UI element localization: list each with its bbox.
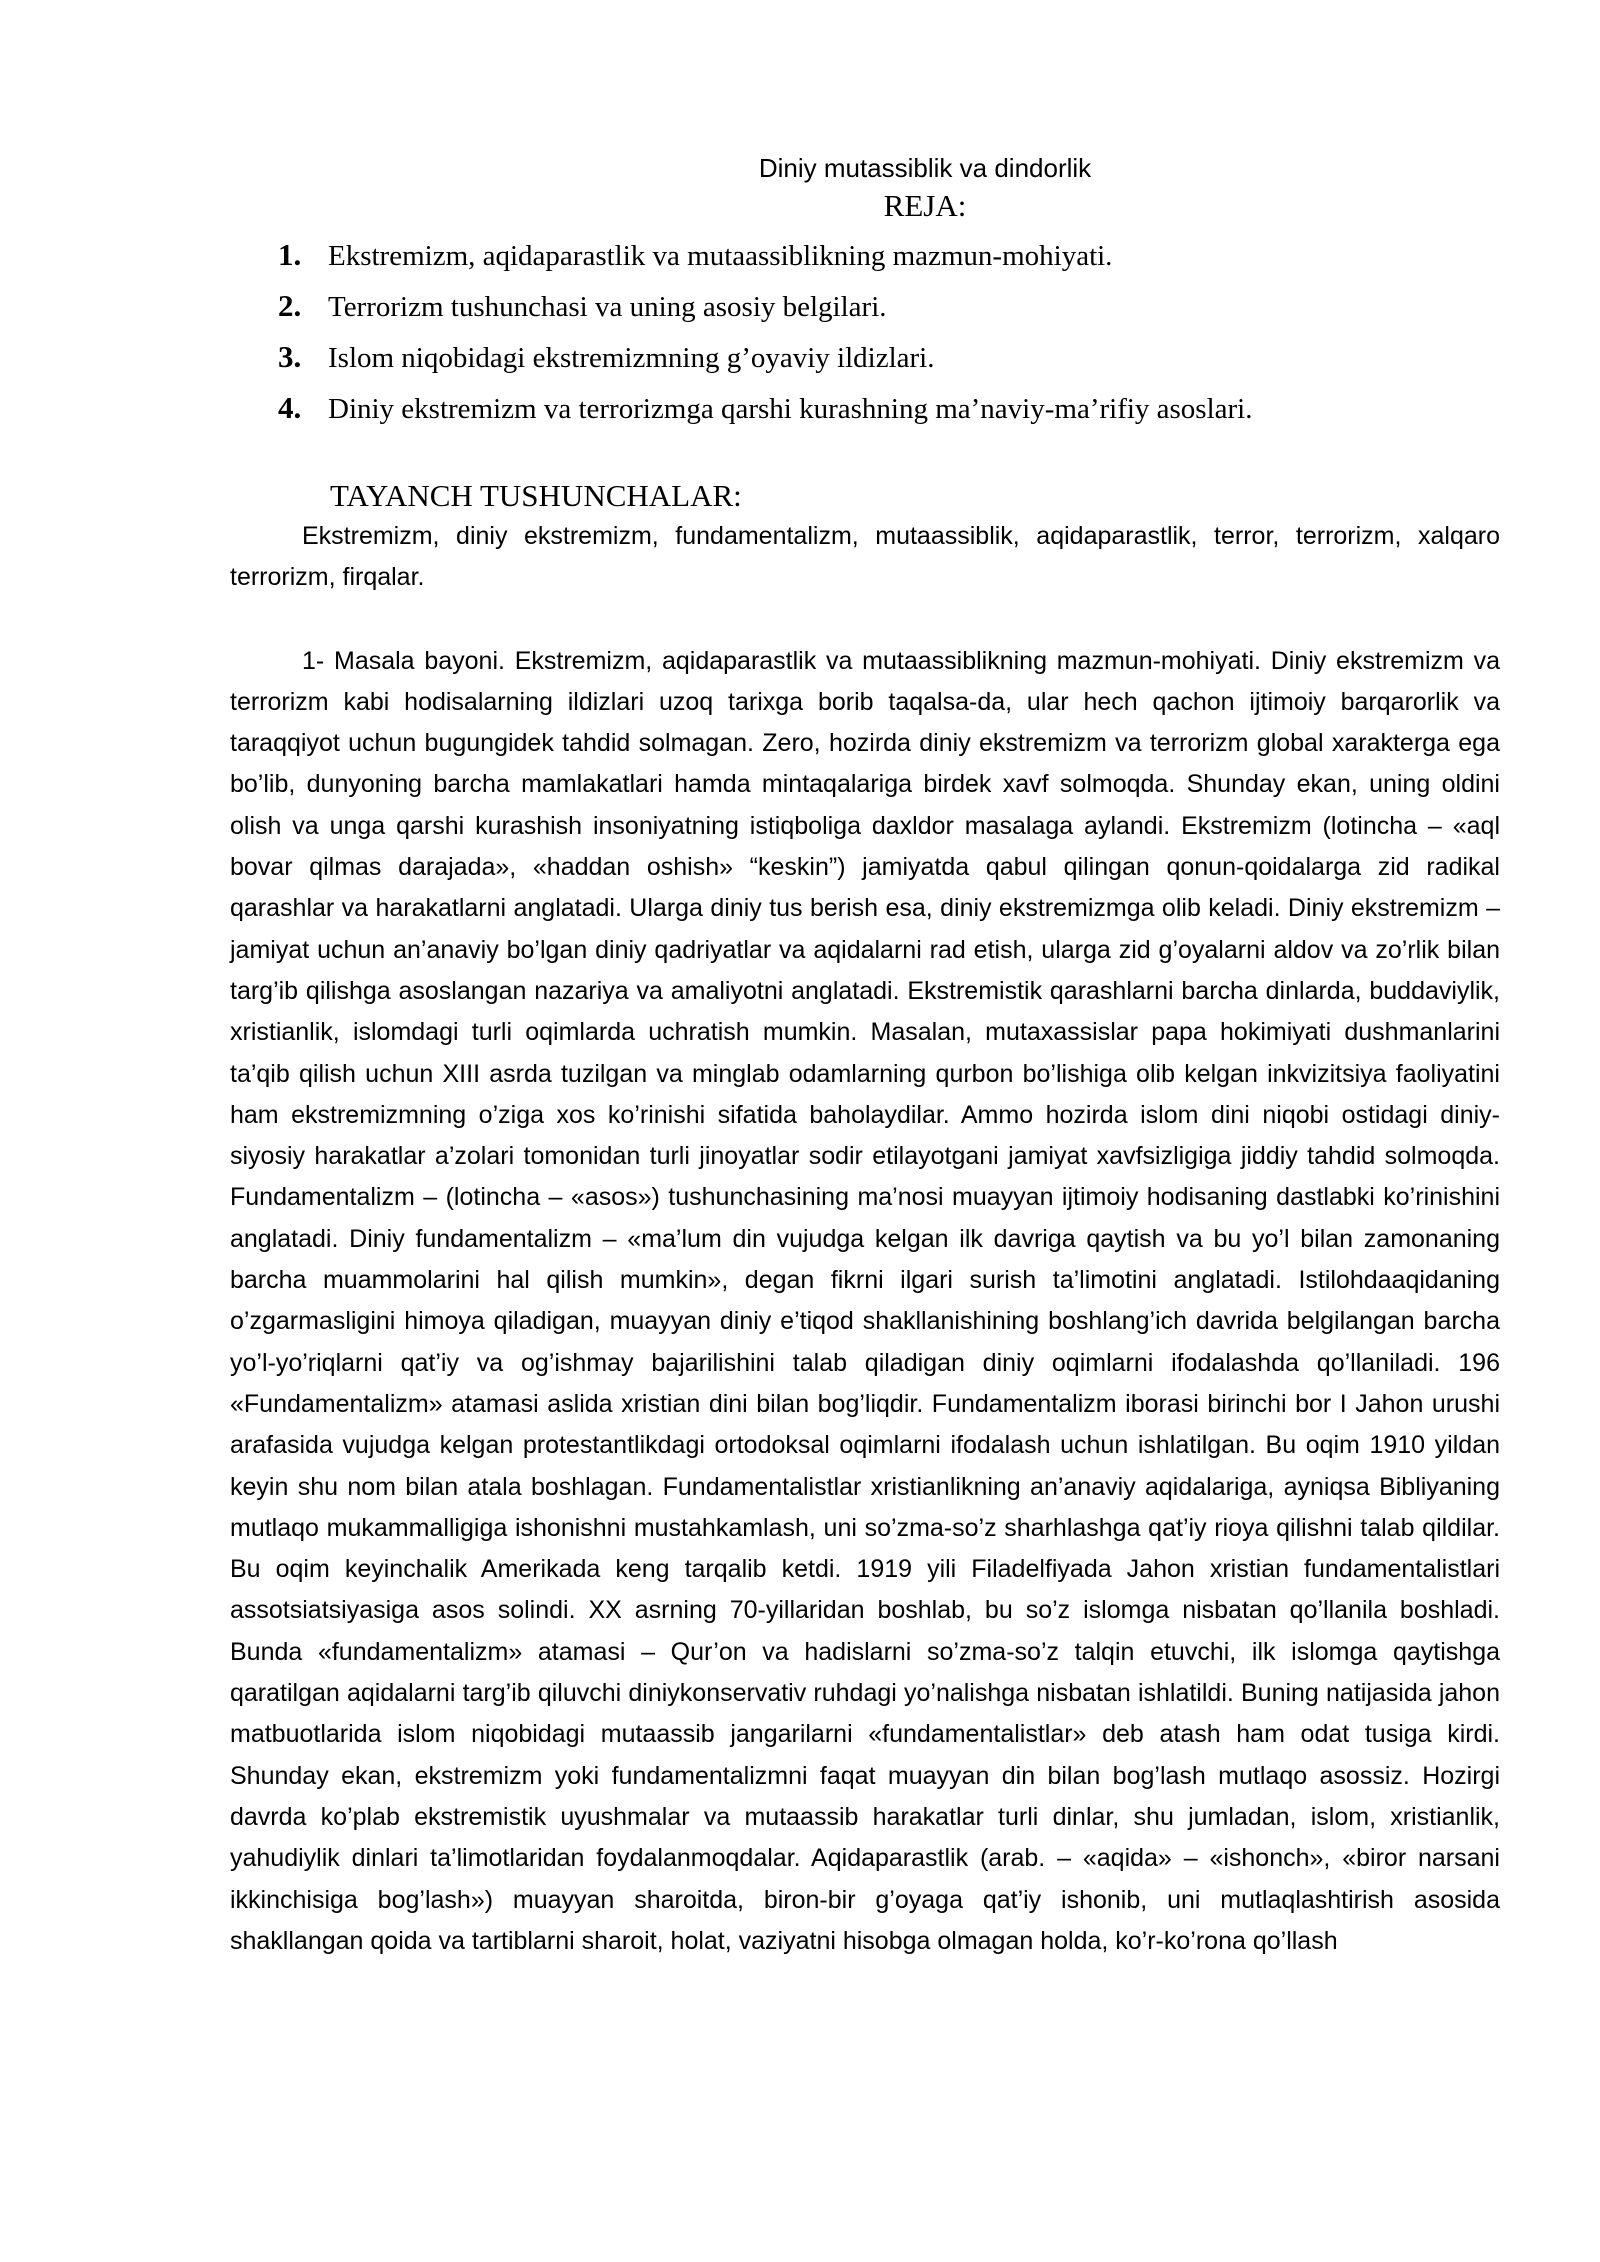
plan-item-number: 2.: [278, 288, 302, 323]
plan-item: [230, 383, 1500, 434]
key-terms-paragraph: Ekstremizm, diniy ekstremizm, fundamentalizm, mutaassiblik, aqidaparastlik, terror, terrorizm, xalqaro terrorizm, firqalar.: [230, 522, 1500, 592]
plan-list: [230, 230, 1500, 434]
plan-item-text: Islom niqobidagi ekstremizmning g’oyaviy ildizlari.: [328, 342, 935, 374]
document-title: Diniy mutassiblik va dindorlik: [758, 153, 1092, 183]
plan-item-text: Terrorizm tushunchasi va uning asosiy belgilari.: [328, 291, 887, 323]
document-page: [230, 150, 1500, 1962]
plan-item-number: 3.: [278, 339, 302, 374]
plan-item-text: Diniy ekstremizm va terrorizmga qarshi kurashning ma’naviy-ma’rifiy asoslari.: [328, 393, 1253, 425]
plan-item-number: 4.: [278, 390, 302, 425]
section-1-paragraph: 1- Masala bayoni. Ekstremizm, aqidaparastlik va mutaassiblikning mazmun-mohiyati. Diniy ekstremizm va terrorizm kabi hodisalarning ildizlari uzoq tarixga borib taqalsa-da, ular hech qachon ijtimoiy barqarorlik va taraqqiyot uchun bugungidek tahdid solmagan. Zero, hozirda diniy ekstremizm va terrorizm global xarakterga ega bo’lib, dunyoning barcha mamlakatlari hamda mintaqalariga birdek xavf solmoqda. Shunday ekan, uning oldini olish va unga qarshi kurashish insoniyatning istiqboliga daxldor masalaga aylandi. Ekstremizm (lotincha – «aql bovar qilmas darajada», «haddan oshish» “keskin”) jamiyatda qabul qilingan qonun-qoidalarga zid radikal qarashlar va harakatlarni anglatadi. Ularga diniy tus berish esa, diniy ekstremizmga olib keladi. Diniy ekstremizm – jamiyat uchun an’anaviy bo’lgan diniy qadriyatlar va aqidalarni rad etish, ularga zid g’oyalarni aldov va zo’rlik bilan targ’ib qilishga asoslangan nazariya va amaliyotni anglatadi. Ekstremistik qarashlarni barcha dinlarda, buddaviylik, xristianlik, islomdagi turli oqimlarda uchratish mumkin. Masalan, mutaxassislar papa hokimiyati dushmanlarini ta’qib qilish uchun XIII asrda tuzilgan va minglab odamlarning qurbon bo’lishiga olib kelgan inkvizitsiya faoliyatini ham ekstremizmning o’ziga xos ko’rinishi sifatida baholaydilar. Ammo hozirda islom dini niqobi ostidagi diniy-siyosiy harakatlar a’zolari tomonidan turli jinoyatlar sodir etilayotgani jamiyat xavfsizligiga jiddiy tahdid solmoqda. Fundamentalizm – (lotincha – «asos») tushunchasining ma’nosi muayyan ijtimoiy hodisaning dastlabki ko’rinishini anglatadi. Diniy fundamentalizm – «ma’lum din vujudga kelgan ilk davriga qaytish va bu yo’l bilan zamonaning barcha muammolarini hal qilish mumkin», degan fikrni ilgari surish ta’limotini anglatadi. Istilohdaaqidaning o’zgarmasligini himoya qiladigan, muayyan diniy e’tiqod shakllanishining boshlang’ich davrida belgilangan barcha yo’l-yo’riqlarni qat’iy va og’ishmay bajarilishini talab qiladigan diniy oqimlarni ifodalashda qo’llaniladi. 196 «Fundamentalizm» atamasi aslida xristian dini bilan bog’liqdir. Fundamentalizm iborasi birinchi bor I Jahon urushi arafasida vujudga kelgan protestantlikdagi ortodoksal oqimlarni ifodalash uchun ishlatilgan. Bu oqim 1910 yildan keyin shu nom bilan atala boshlagan. Fundamentalistlar xristianlikning an’anaviy aqidalariga, ayniqsa Bibliyaning mutlaqo mukammalligiga ishonishni mustahkamlash, uni so’zma-so’z sharhlashga qat’iy rioya qilishni talab qildilar. Bu oqim keyinchalik Amerikada keng tarqalib ketdi. 1919 yili Filadelfiyada Jahon xristian fundamentalistlari assotsiatsiyasiga asos solindi. XX asrning 70-yillaridan boshlab, bu so’z islomga nisbatan qo’llanila boshladi. Bunda «fundamentalizm» atamasi – Qur’on va hadislarni so’zma-so’z talqin etuvchi, ilk islomga qaytishga qaratilgan aqidalarni targ’ib qiluvchi diniykonservativ ruhdagi yo’nalishga nisbatan ishlatildi. Buning natijasida jahon matbuotlarida islom niqobidagi mutaassib jangarilarni «fundamentalistlar» deb atash ham odat tusiga kirdi. Shunday ekan, ekstremizm yoki fundamentalizmni faqat muayyan din bilan bog’lash mutlaqo asossiz. Hozirgi davrda ko’plab ekstremistik uyushmalar va mutaassib harakatlar turli dinlar, shu jumladan, islom, xristianlik, yahudiylik dinlari ta’limotlaridan foydalanmoqdalar. Aqidaparastlik (arab. – «aqida» – «ishonch», «biror narsani ikkinchisiga bog’lash») muayyan sharoitda, biron-bir g’oyaga qat’iy ishonib, uni mutlaqlashtirish asosida shakllangan qoida va tartiblarni sharoit, holat, vaziyatni hisobga olmagan holda, ko’r-ko’rona qo’llash: [230, 646, 1500, 1955]
key-terms-heading: TAYANCH TUSHUNCHALAR:: [330, 478, 742, 513]
plan-heading: REJA:: [883, 188, 967, 223]
plan-item-number: 1.: [278, 237, 302, 272]
plan-item: [230, 332, 1500, 383]
plan-item-text: Ekstremizm, aqidaparastlik va mutaassiblikning mazmun-mohiyati.: [328, 240, 1113, 272]
plan-item: [230, 230, 1500, 281]
plan-item: [230, 281, 1500, 332]
